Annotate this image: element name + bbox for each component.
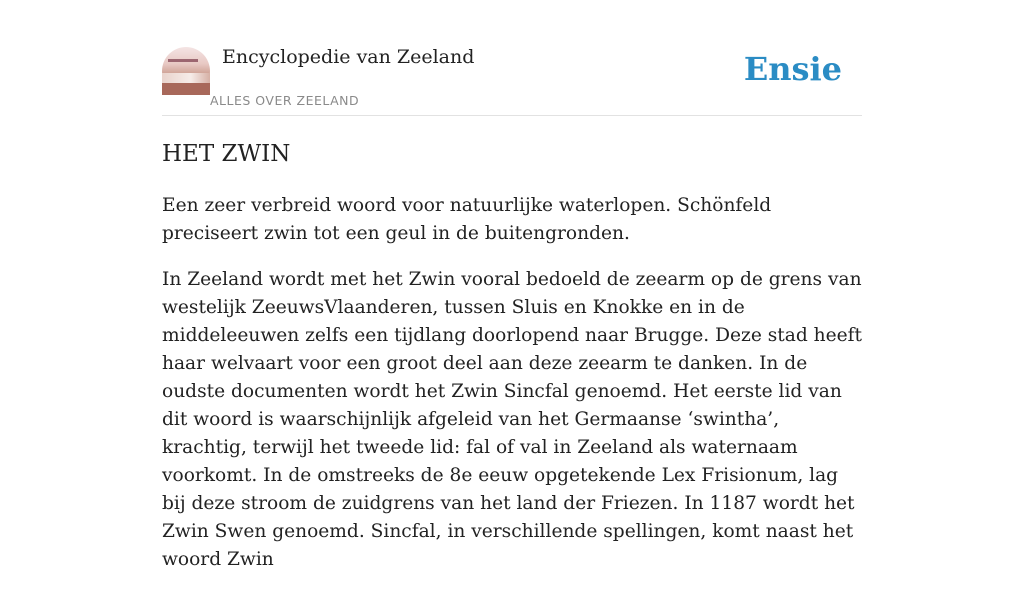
site-title[interactable]: Encyclopedie van Zeeland xyxy=(222,46,475,68)
article-title: HET ZWIN xyxy=(162,141,291,167)
avatar-detail xyxy=(162,83,210,95)
article-paragraph: Een zeer verbreid woord voor natuurlijke waterlopen. Schönfeld preciseert zwin tot een geul in de buitengronden. xyxy=(162,195,772,244)
site-avatar[interactable] xyxy=(162,47,210,95)
article-paragraph: In Zeeland wordt met het Zwin vooral bedoeld de zeearm op de grens van westelijk ZeeuwsVlaanderen, tussen Sluis en Knokke en in de middeleeuwen zelfs een tijdlang doorlopend naar Brugge. Deze stad heeft haar welvaart voor een groot deel aan deze zeearm te danken. In de oudste documenten wordt het Zwin Sincfal genoemd. Het eerste lid van dit woord is waarschijnlijk afgeleid van het Germaanse ‘swintha’, krachtig, terwijl het tweede lid: fal of val in Zeeland als waternaam voorkomt. In de omstreeks de 8e eeuw opgetekende Lex Frisionum, lag bij deze stroom de zuidgrens van het land der Friezen. In 1187 wordt het Zwin Swen genoemd. Sincfal, in verschillende spellingen, komt naast het woord Zwin xyxy=(162,269,862,570)
article xyxy=(162,138,864,592)
site-header xyxy=(162,40,862,116)
brand-logo[interactable]: Ensie xyxy=(743,50,842,88)
avatar-detail xyxy=(168,59,198,62)
site-subtitle: ALLES OVER ZEELAND xyxy=(210,93,360,108)
avatar-detail xyxy=(162,73,210,83)
